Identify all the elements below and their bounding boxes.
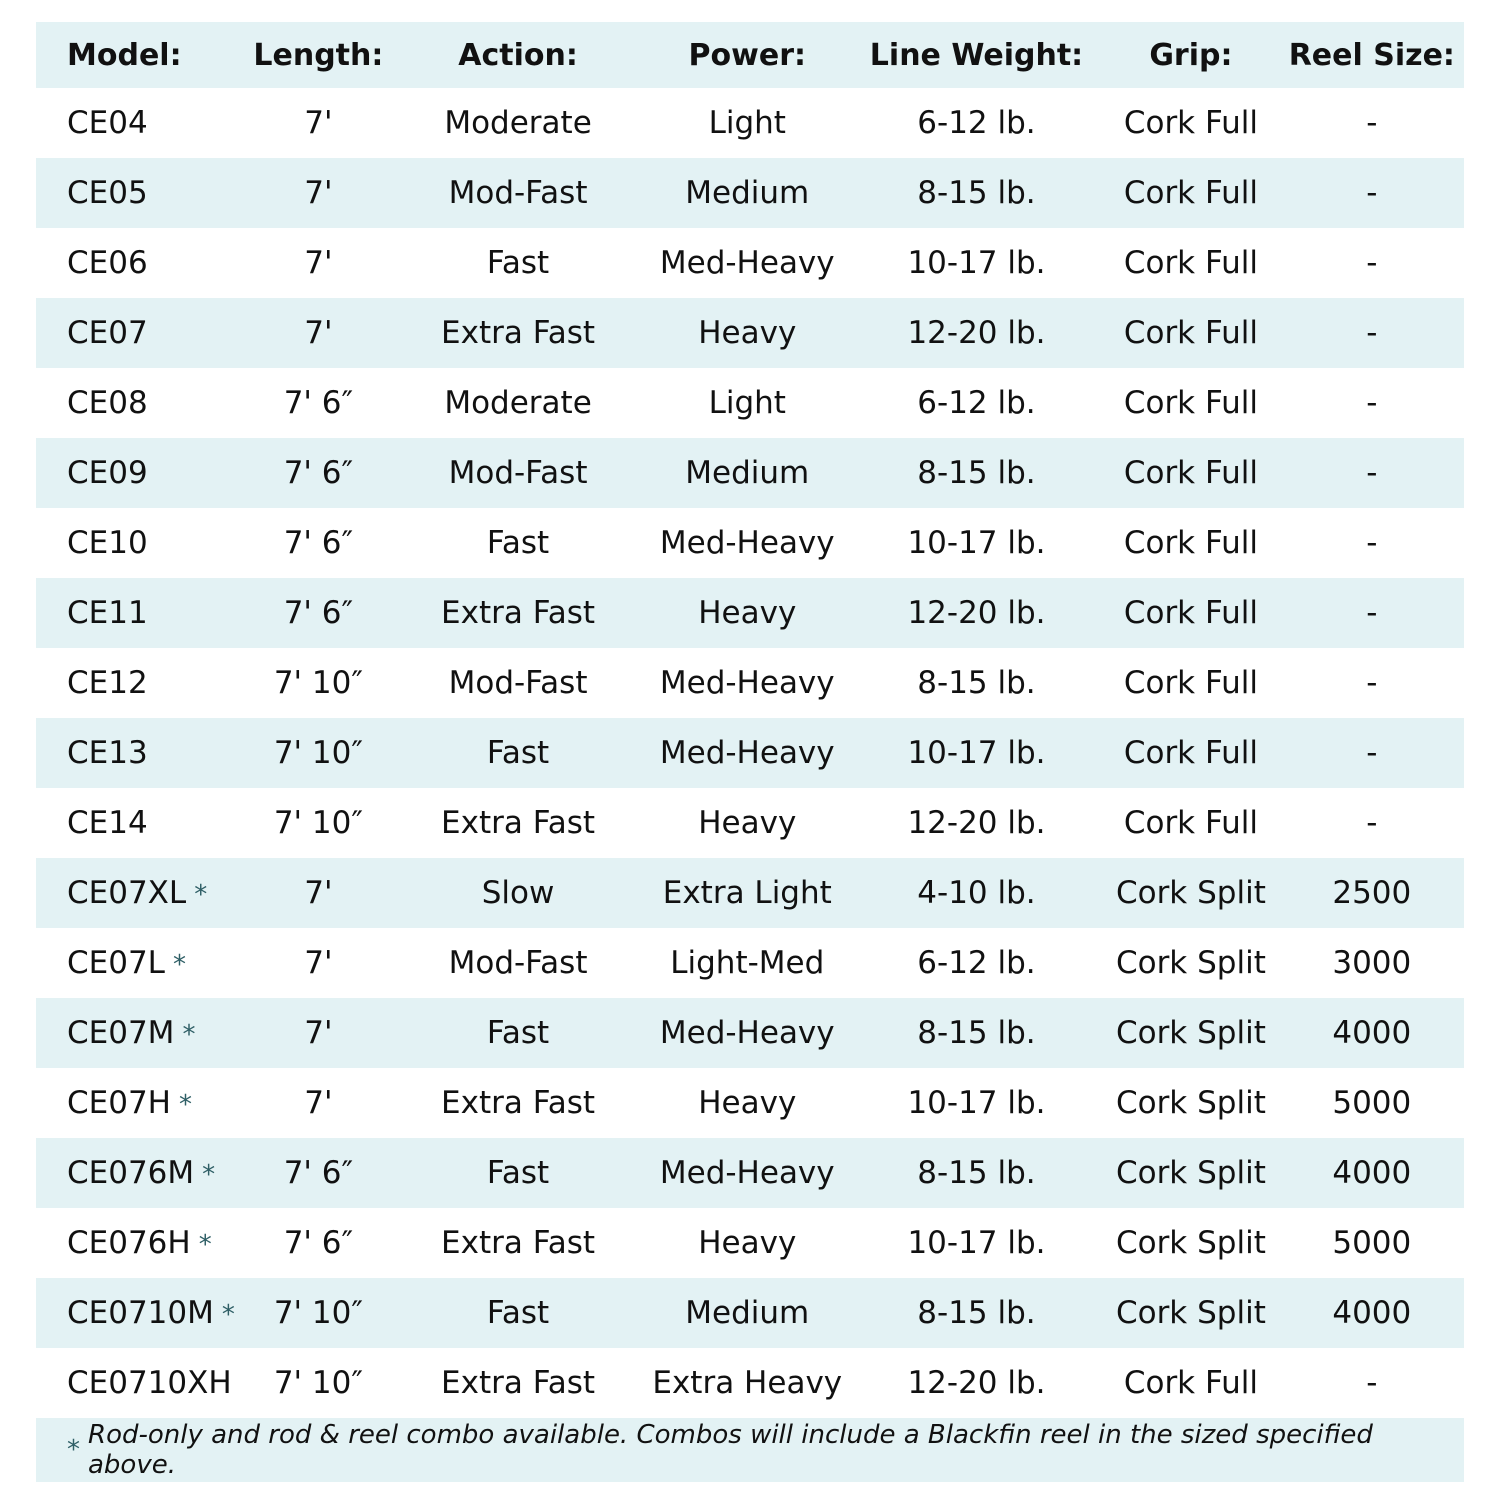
cell-action: Extra Fast xyxy=(441,1085,596,1121)
model-code: CE11 xyxy=(67,595,148,631)
cell-reel-size: - xyxy=(1366,525,1378,561)
cell-action: Moderate xyxy=(444,385,592,421)
cell-line-weight: 8-15 lb. xyxy=(917,1015,1036,1051)
model-code: CE07 xyxy=(67,315,148,351)
cell-action: Fast xyxy=(486,1295,550,1331)
cell-length: 7' 10″ xyxy=(273,1295,363,1331)
spec-table xyxy=(36,22,1464,1482)
model-code: CE12 xyxy=(67,665,148,701)
cell-model xyxy=(36,175,244,211)
combo-star-marker: * xyxy=(179,1090,192,1120)
cell-reel-size: 4000 xyxy=(1332,1155,1412,1191)
cell-action: Extra Fast xyxy=(441,1225,596,1261)
cell-model xyxy=(36,1295,244,1331)
cell-grip: Cork Full xyxy=(1123,1365,1258,1401)
cell-action: Moderate xyxy=(444,105,592,141)
combo-star-marker: * xyxy=(221,1300,235,1330)
cell-length: 7' 10″ xyxy=(273,805,363,841)
table-row xyxy=(36,508,1464,578)
cell-action: Mod-Fast xyxy=(448,945,588,981)
cell-line-weight: 8-15 lb. xyxy=(917,1155,1036,1191)
cell-action: Extra Fast xyxy=(441,1365,596,1401)
cell-reel-size: - xyxy=(1366,595,1378,631)
combo-star-marker: * xyxy=(182,1020,196,1050)
cell-reel-size: 3000 xyxy=(1332,945,1412,981)
cell-model xyxy=(36,1155,244,1191)
model-code: CE10 xyxy=(67,525,148,561)
cell-reel-size: - xyxy=(1366,105,1378,141)
cell-action: Extra Fast xyxy=(441,595,596,631)
table-header xyxy=(36,22,1464,88)
table-row xyxy=(36,1278,1464,1348)
header-reel-size: Reel Size: xyxy=(1288,37,1455,73)
cell-line-weight: 12-20 lb. xyxy=(907,315,1046,351)
header-model: Model: xyxy=(67,37,182,73)
cell-model xyxy=(36,1225,244,1261)
cell-grip: Cork Full xyxy=(1123,525,1258,561)
cell-length: 7' 6″ xyxy=(283,385,354,421)
cell-action: Fast xyxy=(486,245,550,281)
table-row xyxy=(36,928,1464,998)
cell-grip: Cork Full xyxy=(1123,315,1258,351)
cell-grip: Cork Full xyxy=(1123,105,1258,141)
cell-reel-size: 5000 xyxy=(1332,1225,1412,1261)
cell-action: Fast xyxy=(486,735,550,771)
combo-star-marker: * xyxy=(198,1230,212,1260)
cell-reel-size: 2500 xyxy=(1332,875,1412,911)
cell-line-weight: 12-20 lb. xyxy=(907,805,1046,841)
cell-reel-size: - xyxy=(1366,245,1378,281)
cell-power: Med-Heavy xyxy=(659,525,835,561)
cell-grip: Cork Full xyxy=(1123,245,1258,281)
cell-power: Medium xyxy=(685,455,810,491)
cell-length: 7' xyxy=(304,1085,333,1121)
cell-reel-size: 5000 xyxy=(1332,1085,1412,1121)
table-row xyxy=(36,788,1464,858)
cell-grip: Cork Split xyxy=(1115,1295,1266,1331)
cell-reel-size: 4000 xyxy=(1332,1295,1412,1331)
table-row xyxy=(36,1068,1464,1138)
cell-line-weight: 10-17 lb. xyxy=(907,525,1046,561)
cell-length: 7' 10″ xyxy=(273,1365,363,1401)
cell-model xyxy=(36,455,244,491)
cell-action: Extra Fast xyxy=(441,315,596,351)
cell-model xyxy=(36,875,244,911)
cell-reel-size: - xyxy=(1366,175,1378,211)
cell-grip: Cork Full xyxy=(1123,665,1258,701)
header-grip: Grip: xyxy=(1149,37,1233,73)
model-code: CE13 xyxy=(67,735,148,771)
model-code: CE076M xyxy=(67,1155,195,1191)
combo-star-marker: * xyxy=(172,950,186,980)
cell-grip: Cork Full xyxy=(1123,805,1258,841)
cell-line-weight: 6-12 lb. xyxy=(917,385,1036,421)
table-body xyxy=(36,88,1464,1418)
cell-grip: Cork Split xyxy=(1115,1155,1266,1191)
cell-length: 7' xyxy=(304,1015,333,1051)
cell-reel-size: - xyxy=(1366,665,1378,701)
cell-grip: Cork Full xyxy=(1123,455,1258,491)
model-code: CE07M xyxy=(67,1015,175,1051)
model-code: CE05 xyxy=(67,175,148,211)
cell-length: 7' 6″ xyxy=(283,595,354,631)
cell-line-weight: 8-15 lb. xyxy=(917,175,1036,211)
cell-reel-size: 4000 xyxy=(1332,1015,1412,1051)
cell-power: Light xyxy=(708,385,786,421)
table-row xyxy=(36,578,1464,648)
cell-reel-size: - xyxy=(1366,455,1378,491)
cell-model xyxy=(36,1015,244,1051)
cell-power: Heavy xyxy=(698,595,797,631)
table-row xyxy=(36,858,1464,928)
cell-line-weight: 8-15 lb. xyxy=(917,665,1036,701)
table-row xyxy=(36,88,1464,158)
cell-model xyxy=(36,525,244,561)
model-code: CE06 xyxy=(67,245,148,281)
table-row xyxy=(36,368,1464,438)
model-code: CE07L xyxy=(67,945,165,981)
combo-star-marker: * xyxy=(202,1160,216,1190)
cell-reel-size: - xyxy=(1366,315,1378,351)
table-row xyxy=(36,158,1464,228)
cell-grip: Cork Split xyxy=(1115,875,1266,911)
cell-grip: Cork Full xyxy=(1123,175,1258,211)
cell-model xyxy=(36,105,244,141)
cell-line-weight: 10-17 lb. xyxy=(907,1085,1046,1121)
cell-line-weight: 10-17 lb. xyxy=(907,245,1046,281)
model-code: CE09 xyxy=(67,455,148,491)
cell-model xyxy=(36,945,244,981)
cell-power: Medium xyxy=(685,175,810,211)
cell-length: 7' xyxy=(304,245,333,281)
header-length: Length: xyxy=(253,37,384,73)
cell-model xyxy=(36,1085,244,1121)
model-code: CE08 xyxy=(67,385,148,421)
cell-power: Med-Heavy xyxy=(659,245,835,281)
cell-reel-size: - xyxy=(1366,1365,1378,1401)
cell-grip: Cork Full xyxy=(1123,385,1258,421)
cell-grip: Cork Split xyxy=(1115,945,1266,981)
table-row xyxy=(36,998,1464,1068)
cell-power: Heavy xyxy=(698,1085,797,1121)
model-code: CE14 xyxy=(67,805,148,841)
cell-grip: Cork Full xyxy=(1123,595,1258,631)
table-row xyxy=(36,1208,1464,1278)
cell-line-weight: 8-15 lb. xyxy=(917,455,1036,491)
cell-length: 7' 6″ xyxy=(283,455,354,491)
cell-power: Med-Heavy xyxy=(659,735,835,771)
cell-length: 7' xyxy=(304,875,333,911)
cell-line-weight: 12-20 lb. xyxy=(907,1365,1046,1401)
cell-power: Heavy xyxy=(698,1225,797,1261)
model-code: CE0710M xyxy=(67,1295,214,1331)
cell-reel-size: - xyxy=(1366,735,1378,771)
cell-line-weight: 10-17 lb. xyxy=(907,1225,1046,1261)
header-line-weight: Line Weight: xyxy=(869,37,1084,73)
footnote-star: * xyxy=(67,1435,80,1465)
cell-length: 7' 10″ xyxy=(273,665,363,701)
cell-line-weight: 12-20 lb. xyxy=(907,595,1046,631)
cell-length: 7' xyxy=(304,945,333,981)
table-row xyxy=(36,228,1464,298)
cell-model xyxy=(36,1365,244,1401)
model-code: CE04 xyxy=(67,105,148,141)
cell-length: 7' xyxy=(304,315,333,351)
cell-power: Extra Heavy xyxy=(652,1365,843,1401)
cell-action: Slow xyxy=(481,875,555,911)
cell-power: Med-Heavy xyxy=(659,665,835,701)
cell-action: Mod-Fast xyxy=(448,455,588,491)
cell-grip: Cork Split xyxy=(1115,1085,1266,1121)
cell-grip: Cork Full xyxy=(1123,735,1258,771)
cell-power: Heavy xyxy=(698,805,797,841)
model-code: CE07H xyxy=(67,1085,171,1121)
table-row xyxy=(36,718,1464,788)
table-row xyxy=(36,648,1464,718)
cell-line-weight: 6-12 lb. xyxy=(917,105,1036,141)
footnote-text: Rod-only and rod & reel combo available. Combos will include a Blackfin reel in the sized specified above. xyxy=(88,1420,1373,1480)
cell-power: Extra Light xyxy=(662,875,832,911)
table-row xyxy=(36,438,1464,508)
cell-action: Mod-Fast xyxy=(448,665,588,701)
cell-line-weight: 4-10 lb. xyxy=(917,875,1036,911)
cell-length: 7' 6″ xyxy=(283,1155,354,1191)
table-row xyxy=(36,1138,1464,1208)
cell-model xyxy=(36,735,244,771)
cell-length: 7' xyxy=(304,105,333,141)
cell-line-weight: 10-17 lb. xyxy=(907,735,1046,771)
cell-line-weight: 6-12 lb. xyxy=(917,945,1036,981)
cell-length: 7' 6″ xyxy=(283,525,354,561)
cell-model xyxy=(36,595,244,631)
cell-model xyxy=(36,315,244,351)
model-code: CE07XL xyxy=(67,875,187,911)
cell-length: 7' 10″ xyxy=(273,735,363,771)
cell-action: Fast xyxy=(486,1015,550,1051)
cell-action: Fast xyxy=(486,525,550,561)
cell-power: Med-Heavy xyxy=(659,1015,835,1051)
cell-reel-size: - xyxy=(1366,805,1378,841)
model-code: CE0710XH xyxy=(67,1365,232,1401)
cell-grip: Cork Split xyxy=(1115,1225,1266,1261)
cell-action: Extra Fast xyxy=(441,805,596,841)
cell-power: Heavy xyxy=(698,315,797,351)
combo-star-marker: * xyxy=(194,880,208,910)
header-action: Action: xyxy=(458,37,578,73)
cell-grip: Cork Split xyxy=(1115,1015,1266,1051)
cell-model xyxy=(36,805,244,841)
table-row xyxy=(36,1348,1464,1418)
cell-model xyxy=(36,245,244,281)
cell-model xyxy=(36,385,244,421)
cell-power: Light xyxy=(708,105,786,141)
model-code: CE076H xyxy=(67,1225,191,1261)
cell-length: 7' 6″ xyxy=(283,1225,354,1261)
cell-power: Med-Heavy xyxy=(659,1155,835,1191)
cell-power: Light-Med xyxy=(670,945,825,981)
cell-reel-size: - xyxy=(1366,385,1378,421)
cell-action: Fast xyxy=(486,1155,550,1191)
cell-length: 7' xyxy=(304,175,333,211)
cell-line-weight: 8-15 lb. xyxy=(917,1295,1036,1331)
cell-action: Mod-Fast xyxy=(448,175,588,211)
cell-model xyxy=(36,665,244,701)
footnote xyxy=(36,1418,1464,1482)
cell-power: Medium xyxy=(685,1295,810,1331)
table-row xyxy=(36,298,1464,368)
header-power: Power: xyxy=(688,37,806,73)
